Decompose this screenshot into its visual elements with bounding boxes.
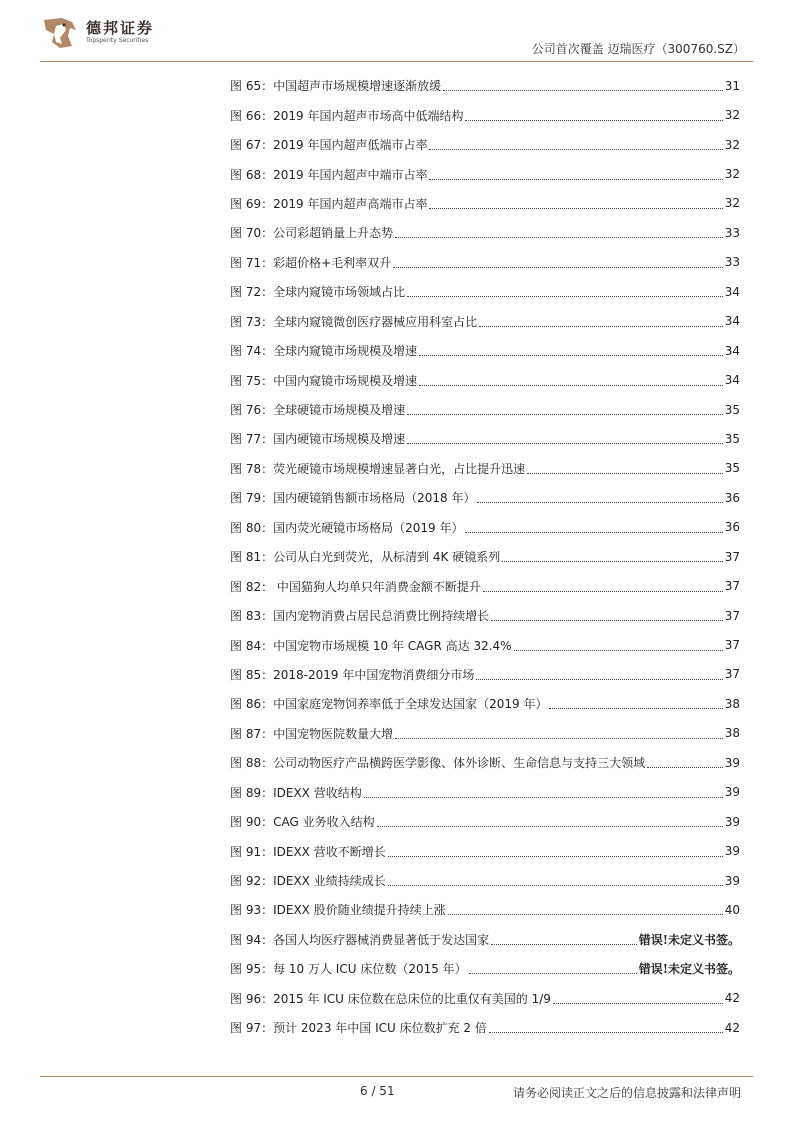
toc-leader-dots <box>491 614 723 621</box>
toc-entry-label: 图 91： <box>230 844 274 859</box>
toc-entry-title: 2019 年国内超声高端市占率 <box>273 196 428 211</box>
toc-entry-title: 国内宠物消费占居民总消费比例持续增长 <box>273 609 490 624</box>
toc-entry-label: 图 75： <box>230 373 274 388</box>
toc-entry-page: 42 <box>724 1020 740 1035</box>
toc-entry[interactable] <box>230 483 740 512</box>
toc-leader-dots <box>429 173 722 180</box>
toc-entry-label: 图 83： <box>230 609 274 624</box>
toc-entry-title: 国内荧光硬镜市场格局（2019 年） <box>273 520 464 535</box>
toc-entry-page: 错误!未定义书签。 <box>638 932 740 947</box>
page-header <box>0 0 793 62</box>
company-name-en: Topsperity Securities <box>86 37 149 44</box>
page-number: 6 / 51 <box>360 1084 395 1098</box>
toc-leader-dots <box>465 114 722 121</box>
toc-entry[interactable] <box>230 660 740 689</box>
company-name-cn: 德邦证券 <box>86 19 155 37</box>
toc-entry[interactable] <box>230 748 740 777</box>
toc-entry[interactable] <box>230 778 740 807</box>
toc-entry-title: 各国人均医疗器械消费显著低于发达国家 <box>273 932 490 947</box>
toc-entry-label: 图 87： <box>230 726 274 741</box>
toc-entry-page: 34 <box>724 343 740 358</box>
toc-entry-label: 图 88： <box>230 756 274 771</box>
toc-entry-label: 图 65： <box>230 79 274 94</box>
toc-leader-dots <box>549 702 722 709</box>
toc-entry-label: 图 72： <box>230 285 274 300</box>
toc-entry-title: 中国家庭宠物饲养率低于全球发达国家（2019 年） <box>273 697 548 712</box>
toc-leader-dots <box>419 349 723 356</box>
toc-leader-dots <box>476 673 722 680</box>
toc-entry-page: 37 <box>724 608 740 623</box>
toc-entry-page: 37 <box>724 549 740 564</box>
toc-entry[interactable] <box>230 71 740 100</box>
toc-entry-title: IDEXX 业绩持续成长 <box>273 874 386 889</box>
toc-entry[interactable] <box>230 571 740 600</box>
toc-entry-label: 图 89： <box>230 785 274 800</box>
toc-entry-title: 全球内窥镜微创医疗器械应用科室占比 <box>273 314 478 329</box>
toc-entry-page: 35 <box>724 461 740 476</box>
toc-entry[interactable] <box>230 336 740 365</box>
toc-entry-page: 39 <box>724 814 740 829</box>
toc-entry[interactable] <box>230 218 740 247</box>
toc-leader-dots <box>407 290 723 297</box>
toc-entry-label: 图 85： <box>230 667 274 682</box>
toc-leader-dots <box>527 467 723 474</box>
toc-entry-label: 图 76： <box>230 403 274 418</box>
toc-leader-dots <box>514 644 723 651</box>
toc-entry-page: 36 <box>724 520 740 535</box>
toc-entry[interactable] <box>230 866 740 895</box>
report-title: 公司首次覆盖 迈瑞医疗（300760.SZ） <box>531 42 745 56</box>
toc-entry-page: 36 <box>724 490 740 505</box>
toc-entry-label: 图 69： <box>230 196 274 211</box>
toc-entry[interactable] <box>230 689 740 718</box>
toc-entry-page: 33 <box>724 255 740 270</box>
toc-entry-page: 39 <box>724 755 740 770</box>
toc-entry[interactable] <box>230 954 740 983</box>
toc-entry[interactable] <box>230 807 740 836</box>
toc-entry-title: 中国猫狗人均单只年消费金额不断提升 <box>273 579 481 594</box>
toc-leader-dots <box>483 585 723 592</box>
toc-entry-page: 40 <box>724 902 740 917</box>
toc-leader-dots <box>465 526 722 533</box>
toc-entry-label: 图 95： <box>230 962 274 977</box>
toc-leader-dots <box>502 555 722 562</box>
toc-entry-page: 39 <box>724 873 740 888</box>
toc-entry-page: 34 <box>724 373 740 388</box>
toc-entry-title: 全球内窥镜市场规模及增速 <box>273 344 418 359</box>
disclaimer-text: 请务必阅读正文之后的信息披露和法律声明 <box>512 1086 741 1100</box>
toc-entry-title: 预计 2023 年中国 ICU 床位数扩充 2 倍 <box>273 1021 487 1036</box>
toc-entry-page: 39 <box>724 785 740 800</box>
toc-entry-title: 中国宠物医院数量大增 <box>273 726 394 741</box>
toc-leader-dots <box>469 967 637 974</box>
toc-leader-dots <box>364 791 723 798</box>
toc-entry-label: 图 73： <box>230 314 274 329</box>
toc-entry-title: 2018-2019 年中国宠物消费细分市场 <box>273 667 475 682</box>
toc-entry-title: IDEXX 营收不断增长 <box>273 844 386 859</box>
toc-entry-label: 图 70： <box>230 226 274 241</box>
toc-entry-label: 图 86： <box>230 697 274 712</box>
toc-leader-dots <box>388 879 723 886</box>
toc-entry[interactable] <box>230 130 740 159</box>
toc-entry-page: 37 <box>724 579 740 594</box>
toc-leader-dots <box>489 1026 723 1033</box>
toc-leader-dots <box>491 938 637 945</box>
toc-entry-page: 32 <box>724 196 740 211</box>
toc-leader-dots <box>407 408 723 415</box>
toc-entry-title: 全球内窥镜市场领域占比 <box>273 285 406 300</box>
toc-entry-title: 2019 年国内超声低端市占率 <box>273 138 428 153</box>
figure-toc-list <box>230 71 740 1042</box>
toc-entry-label: 图 84： <box>230 638 274 653</box>
toc-leader-dots <box>479 320 723 327</box>
toc-leader-dots <box>448 908 723 915</box>
toc-entry-page: 33 <box>724 225 740 240</box>
toc-entry-page: 37 <box>724 638 740 653</box>
toc-entry-label: 图 71： <box>230 255 274 270</box>
toc-entry-title: 公司彩超销量上升态势 <box>273 226 394 241</box>
toc-entry-page: 34 <box>724 314 740 329</box>
toc-entry[interactable] <box>230 159 740 188</box>
toc-entry-title: 中国超声市场规模增速逐渐放缓 <box>273 79 442 94</box>
toc-entry-title: 荧光硬镜市场规模增速显著白光，占比提升迅速 <box>273 461 526 476</box>
toc-entry-title: 每 10 万人 ICU 床位数（2015 年） <box>273 962 467 977</box>
toc-entry-page: 32 <box>724 167 740 182</box>
toc-entry-label: 图 97： <box>230 1021 274 1036</box>
toc-entry[interactable] <box>230 189 740 218</box>
toc-entry-page: 38 <box>724 726 740 741</box>
toc-leader-dots <box>377 820 723 827</box>
toc-entry[interactable] <box>230 365 740 394</box>
toc-entry[interactable] <box>230 424 740 453</box>
toc-entry-label: 图 74： <box>230 344 274 359</box>
toc-entry[interactable] <box>230 454 740 483</box>
toc-entry-title: 公司从白光到荧光，从标清到 4K 硬镜系列 <box>273 550 501 565</box>
toc-entry-page: 32 <box>724 137 740 152</box>
toc-entry-page: 错误!未定义书签。 <box>638 962 740 977</box>
toc-entry[interactable] <box>230 895 740 924</box>
toc-entry-page: 39 <box>724 844 740 859</box>
toc-leader-dots <box>429 202 722 209</box>
toc-entry-label: 图 82： <box>230 579 274 594</box>
toc-entry-label: 图 92： <box>230 874 274 889</box>
toc-entry-label: 图 80： <box>230 520 274 535</box>
toc-leader-dots <box>395 732 723 739</box>
toc-entry[interactable] <box>230 277 740 306</box>
toc-entry-label: 图 67： <box>230 138 274 153</box>
company-logo-icon <box>42 16 78 50</box>
toc-entry[interactable] <box>230 100 740 129</box>
toc-entry-page: 35 <box>724 431 740 446</box>
toc-entry[interactable] <box>230 307 740 336</box>
toc-entry-title: 公司动物医疗产品横跨医学影像、体外诊断、生命信息与支持三大领域 <box>273 756 646 771</box>
toc-leader-dots <box>388 850 723 857</box>
toc-entry-label: 图 79： <box>230 491 274 506</box>
toc-entry-title: 彩超价格+毛利率双升 <box>273 255 392 270</box>
toc-leader-dots <box>443 84 723 91</box>
toc-entry-label: 图 68： <box>230 167 274 182</box>
toc-entry-page: 38 <box>724 696 740 711</box>
toc-leader-dots <box>477 496 722 503</box>
toc-entry-page: 37 <box>724 667 740 682</box>
toc-entry-label: 图 93： <box>230 903 274 918</box>
header-divider <box>40 61 753 62</box>
toc-entry[interactable] <box>230 1013 740 1042</box>
toc-entry-label: 图 81： <box>230 550 274 565</box>
toc-entry[interactable] <box>230 719 740 748</box>
toc-entry[interactable] <box>230 836 740 865</box>
toc-entry-label: 图 94： <box>230 932 274 947</box>
toc-entry-title: 2019 年国内超声市场高中低端结构 <box>273 108 464 123</box>
toc-leader-dots <box>553 997 723 1004</box>
toc-entry-title: 国内硬镜市场规模及增速 <box>273 432 406 447</box>
toc-entry-title: 中国内窥镜市场规模及增速 <box>273 373 418 388</box>
toc-entry-title: IDEXX 股价随业绩提升持续上涨 <box>273 903 446 918</box>
toc-entry-label: 图 96： <box>230 991 274 1006</box>
toc-entry-page: 35 <box>724 402 740 417</box>
toc-entry[interactable] <box>230 248 740 277</box>
toc-entry[interactable] <box>230 630 740 659</box>
toc-entry-title: 全球硬镜市场规模及增速 <box>273 403 406 418</box>
toc-leader-dots <box>647 761 723 768</box>
toc-entry[interactable] <box>230 513 740 542</box>
toc-leader-dots <box>407 437 723 444</box>
toc-entry-title: 国内硬镜销售额市场格局（2018 年） <box>273 491 476 506</box>
toc-entry-title: 2019 年国内超声中端市占率 <box>273 167 428 182</box>
toc-entry-page: 31 <box>724 78 740 93</box>
toc-entry-page: 42 <box>724 991 740 1006</box>
toc-entry-page: 32 <box>724 108 740 123</box>
toc-entry[interactable] <box>230 601 740 630</box>
toc-entry[interactable] <box>230 984 740 1013</box>
toc-entry-page: 34 <box>724 284 740 299</box>
toc-entry-label: 图 77： <box>230 432 274 447</box>
toc-entry[interactable] <box>230 925 740 954</box>
toc-leader-dots <box>395 231 723 238</box>
toc-entry[interactable] <box>230 395 740 424</box>
toc-entry-label: 图 90： <box>230 815 274 830</box>
footer-divider <box>40 1076 753 1077</box>
toc-leader-dots <box>419 379 723 386</box>
toc-entry-label: 图 66： <box>230 108 274 123</box>
toc-entry-title: 中国宠物市场规模 10 年 CAGR 高达 32.4% <box>273 638 512 653</box>
toc-entry-label: 图 78： <box>230 461 274 476</box>
toc-leader-dots <box>393 261 723 268</box>
toc-entry-title: IDEXX 营收结构 <box>273 785 362 800</box>
toc-leader-dots <box>429 143 722 150</box>
toc-entry[interactable] <box>230 542 740 571</box>
toc-entry-title: CAG 业务收入结构 <box>273 815 375 830</box>
toc-entry-title: 2015 年 ICU 床位数在总床位的比重仅有美国的 1/9 <box>273 991 551 1006</box>
